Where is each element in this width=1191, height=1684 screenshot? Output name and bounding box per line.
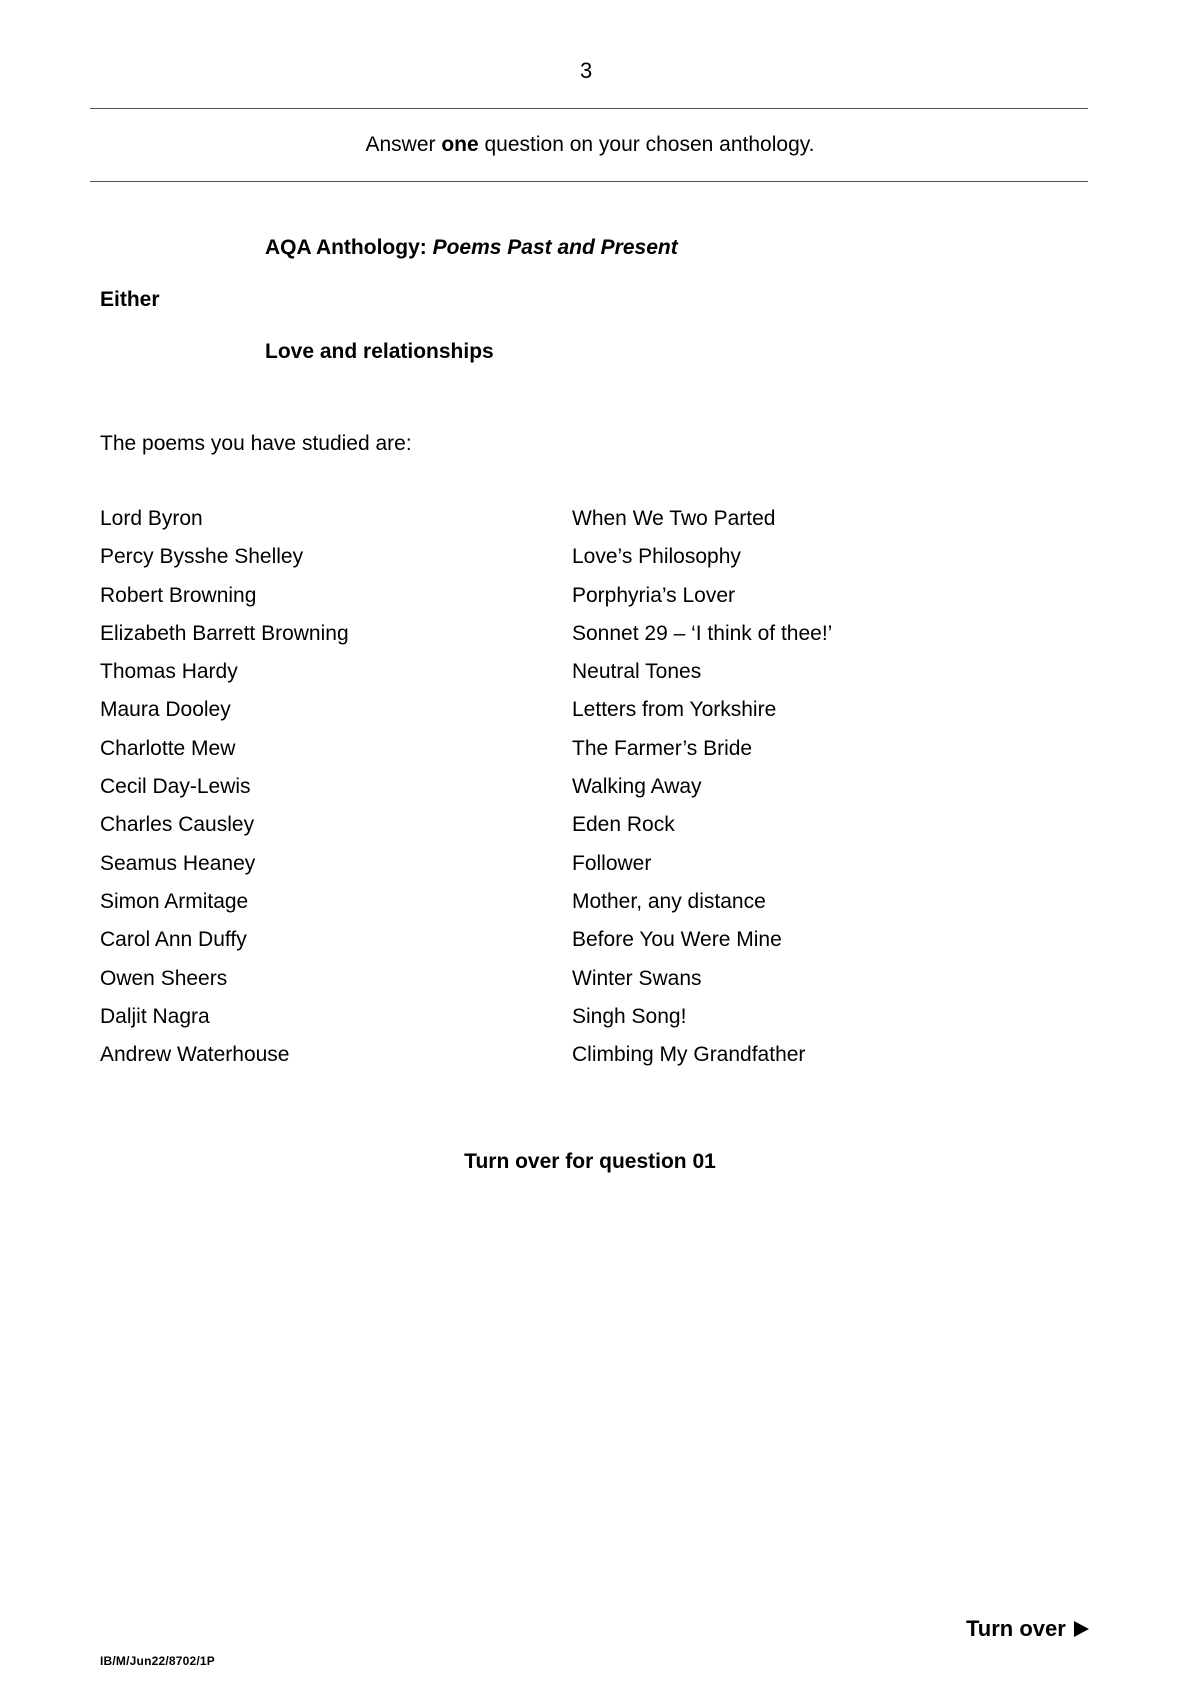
poet-name: Simon Armitage [100,889,249,913]
poem-row [100,698,1000,736]
anthology-title: Poems Past and Present [432,236,678,259]
anthology-label: AQA Anthology: [265,236,433,259]
poem-title: Climbing My Grandfather [572,1043,806,1067]
bottom-divider [90,181,1088,182]
poem-row [100,967,1000,1005]
poem-title: Walking Away [572,775,702,799]
turn-over [966,1616,1089,1642]
poem-row [100,775,1000,813]
right-triangle-icon [1074,1621,1089,1637]
poet-name: Elizabeth Barrett Browning [100,621,349,645]
poem-row [100,813,1000,851]
poem-title: Follower [572,851,652,875]
top-divider [90,108,1088,109]
instruction [0,133,1180,157]
poem-title: Letters from Yorkshire [572,698,777,722]
poem-row [100,890,1000,928]
instruction-after: question on your chosen anthology. [478,133,815,156]
poem-row [100,928,1000,966]
poem-row [100,660,1000,698]
poet-name: Charles Causley [100,813,255,837]
poet-name: Daljit Nagra [100,1004,210,1028]
poet-name: Seamus Heaney [100,851,256,875]
poem-title: Neutral Tones [572,660,702,684]
poem-title: Eden Rock [572,813,675,837]
footer-code: IB/M/Jun22/8702/1P [100,1654,215,1668]
poet-name: Robert Browning [100,583,257,607]
poem-row [100,545,1000,583]
poet-name: Andrew Waterhouse [100,1043,290,1067]
poem-row [100,1005,1000,1043]
poem-row [100,737,1000,775]
page-number: 3 [580,58,593,83]
poem-title: Before You Were Mine [572,928,782,952]
poem-title: Porphyria’s Lover [572,583,736,607]
poet-name: Lord Byron [100,507,203,530]
turn-over-for-question: Turn over for question 01 [464,1150,716,1173]
poem-title: The Farmer’s Bride [572,736,753,760]
poem-title: Singh Song! [572,1004,687,1028]
poet-name: Maura Dooley [100,698,231,722]
poet-name: Owen Sheers [100,966,228,990]
poem-row [100,622,1000,660]
poem-row [100,852,1000,890]
intro-text: The poems you have studied are: [100,432,412,455]
turn-over-label: Turn over [966,1616,1066,1641]
instruction-emphasis: one [441,133,479,156]
poem-title: Mother, any distance [572,889,766,913]
poem-row [100,507,1000,545]
either-label: Either [100,288,160,311]
instruction-before: Answer [365,133,442,156]
poem-title: Sonnet 29 – ‘I think of thee!’ [572,621,833,645]
poem-title: Love’s Philosophy [572,545,741,569]
poem-title: When We Two Parted [572,507,776,530]
cluster-title: Love and relationships [265,340,494,363]
poet-name: Charlotte Mew [100,736,236,760]
poet-name: Carol Ann Duffy [100,928,247,952]
poem-title: Winter Swans [572,966,702,990]
poem-row [100,1043,1000,1081]
poet-name: Thomas Hardy [100,660,238,684]
anthology-heading [265,236,678,260]
poet-name: Percy Bysshe Shelley [100,545,304,569]
poem-list [100,507,1000,1081]
poem-row [100,584,1000,622]
poet-name: Cecil Day-Lewis [100,775,251,799]
